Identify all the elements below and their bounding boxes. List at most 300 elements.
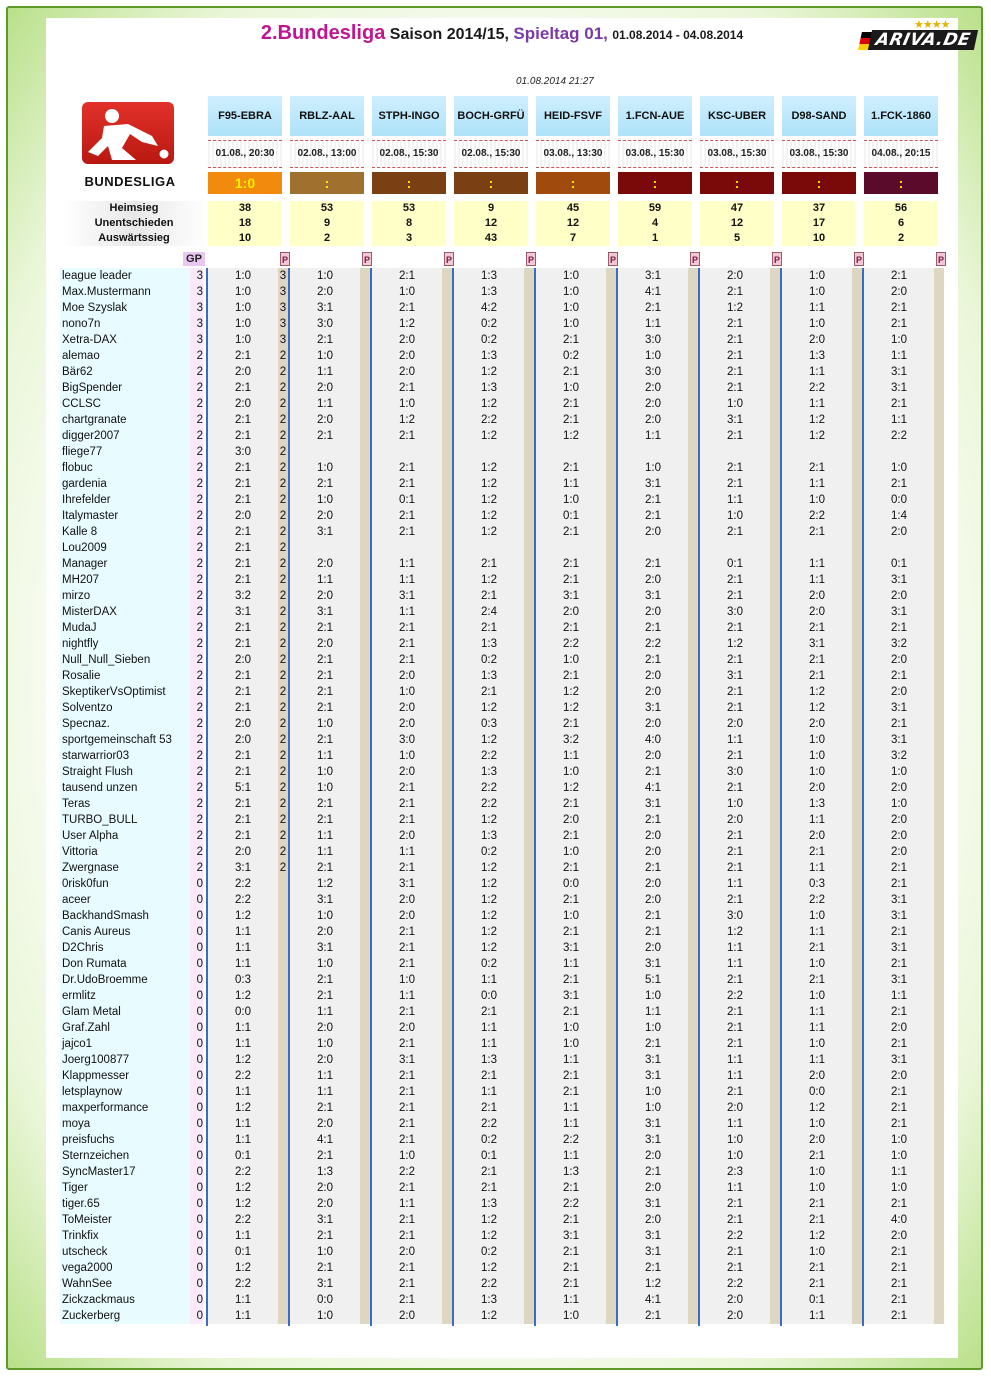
tip-cell: 0:1 [454, 1148, 524, 1164]
points-cell [606, 284, 616, 300]
points-cell [442, 860, 452, 876]
points-cell [360, 908, 370, 924]
tip-cell: 3:1 [372, 588, 442, 604]
tip-cell: 1:2 [208, 908, 278, 924]
tip-cell [372, 444, 442, 460]
points-cell [442, 460, 452, 476]
tip-cell: 2:0 [618, 668, 688, 684]
tip-cell: 1:2 [782, 1100, 852, 1116]
match-result: : [618, 172, 692, 194]
player-name: utscheck [60, 1244, 190, 1260]
points-cell [934, 540, 944, 556]
tip-cell: 2:0 [372, 348, 442, 364]
tip-cell: 2:1 [290, 972, 360, 988]
player-name: User Alpha [60, 828, 190, 844]
tip-cell: 2:1 [700, 1196, 770, 1212]
table-row [60, 1276, 947, 1292]
tip-cell: 1:1 [372, 572, 442, 588]
points-cell [606, 492, 616, 508]
tip-cell: 0:0 [454, 988, 524, 1004]
tip-cell: 1:0 [536, 652, 606, 668]
points-cell [852, 620, 862, 636]
points-cell [606, 444, 616, 460]
points-cell [770, 572, 780, 588]
stat-draw: 17 [782, 216, 856, 231]
points-cell [442, 700, 452, 716]
points-cell [852, 492, 862, 508]
table-row [60, 1180, 947, 1196]
tip-cell: 1:1 [782, 572, 852, 588]
player-gp: 0 [190, 1308, 203, 1324]
player-gp: 2 [190, 668, 203, 684]
points-cell [606, 716, 616, 732]
points-cell [934, 940, 944, 956]
tip-cell: 3:0 [372, 732, 442, 748]
points-cell [524, 508, 534, 524]
table-row [60, 1036, 947, 1052]
tip-cell [290, 540, 360, 556]
player-name: Lou2009 [60, 540, 190, 556]
points-cell [770, 940, 780, 956]
points-cell [688, 652, 698, 668]
tip-cell: 2:1 [290, 428, 360, 444]
tip-cell: 3:2 [864, 748, 934, 764]
points-cell [524, 412, 534, 428]
player-name: BigSpender [60, 380, 190, 396]
tip-cell: 2:1 [208, 620, 278, 636]
tip-cell: 2:1 [372, 1276, 442, 1292]
points-cell [852, 268, 862, 284]
player-gp: 0 [190, 1084, 203, 1100]
points-cell: 2 [279, 398, 287, 410]
tip-cell [864, 540, 934, 556]
tip-cell: 2:1 [536, 396, 606, 412]
points-cell [606, 460, 616, 476]
tip-cell: 2:1 [536, 332, 606, 348]
points-cell [442, 1068, 452, 1084]
player-name: chartgranate [60, 412, 190, 428]
kickoff-time: 04.08., 20:15 [864, 140, 938, 168]
points-cell [852, 348, 862, 364]
points-cell [852, 1276, 862, 1292]
points-cell [524, 492, 534, 508]
bundesliga-wordmark: BUNDESLIGA [84, 174, 176, 189]
tip-cell: 1:1 [290, 844, 360, 860]
table-row [60, 540, 947, 556]
points-cell [770, 1292, 780, 1308]
tip-cell [536, 444, 606, 460]
points-cell [852, 844, 862, 860]
table-row [60, 844, 947, 860]
tip-cell: 1:1 [208, 1116, 278, 1132]
points-cell [770, 652, 780, 668]
player-gp: 0 [190, 1148, 203, 1164]
points-cell [688, 780, 698, 796]
points-cell [278, 1116, 288, 1132]
points-cell [524, 428, 534, 444]
tip-cell: 3:2 [208, 588, 278, 604]
column-divider [534, 268, 536, 1326]
tip-cell: 3:1 [536, 940, 606, 956]
points-cell [524, 1148, 534, 1164]
table-row [60, 444, 947, 460]
stat-draw: 4 [618, 216, 692, 231]
points-cell [442, 380, 452, 396]
points-cell [278, 1180, 288, 1196]
points-cell [852, 764, 862, 780]
tip-cell: 2:1 [290, 700, 360, 716]
player-name: Sternzeichen [60, 1148, 190, 1164]
tip-cell: 2:1 [208, 764, 278, 780]
points-cell: 3 [279, 334, 287, 346]
tip-cell: 2:1 [208, 668, 278, 684]
points-cell [688, 1276, 698, 1292]
tip-cell: 0:3 [782, 876, 852, 892]
points-cell [524, 844, 534, 860]
tip-cell: 2:1 [782, 460, 852, 476]
points-cell [360, 1036, 370, 1052]
tip-cell: 1:1 [208, 940, 278, 956]
points-cell [278, 1292, 288, 1308]
table-row [60, 668, 947, 684]
tip-cell: 1:0 [864, 764, 934, 780]
points-cell [524, 1004, 534, 1020]
points-cell [770, 476, 780, 492]
points-cell [852, 396, 862, 412]
tip-cell: 2:1 [536, 668, 606, 684]
stat-away: 10 [208, 231, 282, 246]
tip-cell: 3:1 [864, 700, 934, 716]
player-gp: 2 [190, 380, 203, 396]
tip-cell: 3:1 [618, 796, 688, 812]
tip-cell: 1:2 [208, 988, 278, 1004]
tip-cell: 2:0 [536, 604, 606, 620]
table-row [60, 604, 947, 620]
points-cell [524, 620, 534, 636]
player-name: Zickzackmaus [60, 1292, 190, 1308]
points-cell [606, 1308, 616, 1324]
tip-cell: 4:0 [618, 732, 688, 748]
points-cell [934, 572, 944, 588]
points-cell [442, 1116, 452, 1132]
tip-cell: 2:0 [618, 604, 688, 620]
tip-cell: 2:1 [782, 1260, 852, 1276]
points-cell [606, 812, 616, 828]
table-row [60, 524, 947, 540]
points-header: P [772, 252, 782, 266]
tip-cell: 2:0 [618, 396, 688, 412]
points-cell [524, 908, 534, 924]
tip-cell: 2:1 [864, 1004, 934, 1020]
points-cell [606, 940, 616, 956]
points-cell: 2 [279, 430, 287, 442]
points-cell [688, 796, 698, 812]
points-cell [934, 668, 944, 684]
points-cell [524, 572, 534, 588]
tip-cell: 2:2 [454, 1276, 524, 1292]
tip-cell: 1:0 [536, 764, 606, 780]
points-cell [852, 508, 862, 524]
tip-cell: 2:1 [618, 492, 688, 508]
points-cell [688, 1036, 698, 1052]
tip-cell: 2:1 [700, 428, 770, 444]
tip-cell: 1:1 [208, 1132, 278, 1148]
tip-cell: 2:0 [372, 892, 442, 908]
tip-cell: 3:1 [290, 604, 360, 620]
points-cell [852, 812, 862, 828]
tip-cell: 1:1 [454, 1084, 524, 1100]
tip-cell: 0:2 [454, 1132, 524, 1148]
match-code: HEID-FSVF [536, 96, 610, 136]
points-cell [524, 332, 534, 348]
player-gp: 2 [190, 588, 203, 604]
tip-cell: 2:0 [372, 1244, 442, 1260]
tip-cell: 1:2 [372, 316, 442, 332]
tip-cell [700, 540, 770, 556]
table-row [60, 1100, 947, 1116]
tip-cell [782, 540, 852, 556]
points-cell [442, 828, 452, 844]
tip-cell: 2:0 [372, 668, 442, 684]
tip-cell: 2:1 [372, 812, 442, 828]
points-cell [770, 428, 780, 444]
tip-cell: 2:1 [618, 1164, 688, 1180]
tip-cell: 1:2 [782, 428, 852, 444]
tip-cell: 2:1 [700, 1244, 770, 1260]
match-code: 1.FCN-AUE [618, 96, 692, 136]
table-row [60, 396, 947, 412]
stat-away: 10 [782, 231, 856, 246]
table-row [60, 300, 947, 316]
tip-cell: 2:1 [700, 316, 770, 332]
points-cell [442, 1052, 452, 1068]
tip-cell: 2:1 [290, 732, 360, 748]
points-cell: 2 [279, 510, 287, 522]
points-cell [360, 444, 370, 460]
points-cell [934, 764, 944, 780]
points-cell [606, 1132, 616, 1148]
player-gp: 2 [190, 860, 203, 876]
points-cell [934, 412, 944, 428]
tip-cell: 2:1 [208, 540, 278, 556]
points-cell [770, 396, 780, 412]
points-cell [770, 1308, 780, 1324]
points-cell [688, 844, 698, 860]
points-cell [524, 396, 534, 412]
points-cell [770, 1052, 780, 1068]
player-gp: 0 [190, 1116, 203, 1132]
tip-cell: 2:1 [372, 476, 442, 492]
tip-cell: 1:0 [536, 1308, 606, 1324]
tip-cell: 2:1 [208, 380, 278, 396]
tip-cell: 2:1 [454, 588, 524, 604]
tip-cell: 2:1 [372, 780, 442, 796]
tip-cell: 2:1 [536, 1084, 606, 1100]
tip-cell: 1:0 [782, 1036, 852, 1052]
points-cell [442, 908, 452, 924]
points-cell [688, 1308, 698, 1324]
points-cell [360, 604, 370, 620]
stat-away: 2 [290, 231, 364, 246]
points-cell [688, 1004, 698, 1020]
points-cell [360, 300, 370, 316]
tip-cell: 2:1 [372, 524, 442, 540]
points-cell [442, 732, 452, 748]
tip-cell: 2:1 [372, 268, 442, 284]
points-cell [524, 876, 534, 892]
points-cell [770, 620, 780, 636]
tip-cell: 2:1 [700, 1036, 770, 1052]
stat-home: 56 [864, 201, 938, 216]
tip-cell: 2:1 [782, 1148, 852, 1164]
points-cell [360, 540, 370, 556]
ariva-logo[interactable] [858, 20, 978, 56]
player-name: moya [60, 1116, 190, 1132]
tip-cell: 1:0 [782, 732, 852, 748]
points-cell: 2 [279, 606, 287, 618]
tip-cell: 2:1 [864, 1100, 934, 1116]
tip-cell: 0:1 [782, 1292, 852, 1308]
points-header: P [362, 252, 372, 266]
points-cell [770, 1132, 780, 1148]
points-cell [934, 364, 944, 380]
tip-cell: 4:0 [864, 1212, 934, 1228]
points-cell [688, 1180, 698, 1196]
tip-cell: 1:0 [290, 1036, 360, 1052]
points-cell [934, 1132, 944, 1148]
points-cell [934, 876, 944, 892]
points-cell [852, 364, 862, 380]
tip-cell: 2:1 [864, 1308, 934, 1324]
points-cell [524, 700, 534, 716]
stat-home: 59 [618, 201, 692, 216]
stat-away: 3 [372, 231, 446, 246]
player-gp: 0 [190, 1260, 203, 1276]
points-cell [852, 908, 862, 924]
points-cell [688, 1228, 698, 1244]
tip-cell: 1:2 [454, 428, 524, 444]
player-name: Tiger [60, 1180, 190, 1196]
points-cell [442, 1228, 452, 1244]
tip-cell: 2:0 [864, 588, 934, 604]
player-gp: 2 [190, 828, 203, 844]
points-cell [852, 1036, 862, 1052]
player-name: Canis Aureus [60, 924, 190, 940]
tip-cell: 2:0 [618, 1180, 688, 1196]
points-cell: 2 [279, 718, 287, 730]
points-cell [524, 604, 534, 620]
tip-cell: 2:1 [208, 636, 278, 652]
points-cell [278, 956, 288, 972]
points-cell [278, 1148, 288, 1164]
player-name: D2Chris [60, 940, 190, 956]
player-name: Graf.Zahl [60, 1020, 190, 1036]
points-cell [524, 684, 534, 700]
tip-cell: 2:1 [700, 620, 770, 636]
points-cell [688, 1212, 698, 1228]
tip-cell: 2:1 [782, 668, 852, 684]
tip-cell: 2:1 [372, 860, 442, 876]
points-cell [770, 316, 780, 332]
tip-cell: 3:1 [864, 380, 934, 396]
table-row [60, 412, 947, 428]
tip-cell: 2:1 [864, 1116, 934, 1132]
points-cell: 2 [279, 574, 287, 586]
tip-cell: 3:1 [864, 1052, 934, 1068]
points-cell [688, 1052, 698, 1068]
points-cell [524, 316, 534, 332]
player-gp: 2 [190, 604, 203, 620]
points-cell [278, 1164, 288, 1180]
points-cell [442, 412, 452, 428]
points-cell [360, 1196, 370, 1212]
points-cell [606, 956, 616, 972]
tip-cell: 1:2 [454, 364, 524, 380]
tip-cell: 3:0 [618, 332, 688, 348]
table-row [60, 780, 947, 796]
tip-cell: 1:1 [864, 988, 934, 1004]
points-cell [442, 636, 452, 652]
points-cell [524, 716, 534, 732]
tip-cell: 1:2 [454, 812, 524, 828]
points-cell: 2 [279, 798, 287, 810]
points-cell [360, 652, 370, 668]
tip-cell: 1:0 [782, 764, 852, 780]
points-cell [442, 1244, 452, 1260]
points-cell [524, 1244, 534, 1260]
tip-cell: 2:0 [782, 1068, 852, 1084]
points-cell [934, 780, 944, 796]
tip-cell: 3:1 [618, 956, 688, 972]
column-divider [698, 268, 700, 1326]
tip-cell: 1:2 [454, 1212, 524, 1228]
points-cell [688, 556, 698, 572]
kickoff-time: 02.08., 15:30 [372, 140, 446, 168]
tip-cell: 1:3 [454, 1196, 524, 1212]
match-code: BOCH-GRFÜ [454, 96, 528, 136]
points-cell [278, 876, 288, 892]
points-cell [688, 428, 698, 444]
points-cell [442, 444, 452, 460]
points-cell [360, 924, 370, 940]
player-name: Xetra-DAX [60, 332, 190, 348]
tip-cell: 2:1 [864, 956, 934, 972]
tip-cell: 3:0 [700, 908, 770, 924]
points-cell [852, 556, 862, 572]
tip-cell: 2:0 [372, 716, 442, 732]
tip-cell: 1:0 [290, 268, 360, 284]
player-name: Zwergnase [60, 860, 190, 876]
tip-cell: 1:3 [536, 1164, 606, 1180]
match-code: 1.FCK-1860 [864, 96, 938, 136]
player-name: Joerg100877 [60, 1052, 190, 1068]
points-cell [688, 1084, 698, 1100]
tip-cell: 2:1 [864, 316, 934, 332]
tip-cell: 2:1 [372, 428, 442, 444]
page-frame [6, 6, 983, 1370]
table-row [60, 284, 947, 300]
player-name: MisterDAX [60, 604, 190, 620]
points-cell [524, 1132, 534, 1148]
tip-cell: 2:0 [208, 652, 278, 668]
points-cell [770, 268, 780, 284]
tip-cell: 2:1 [372, 636, 442, 652]
points-cell [688, 316, 698, 332]
tip-cell: 2:0 [864, 284, 934, 300]
tip-cell: 1:2 [454, 476, 524, 492]
points-cell [360, 428, 370, 444]
table-row [60, 1052, 947, 1068]
